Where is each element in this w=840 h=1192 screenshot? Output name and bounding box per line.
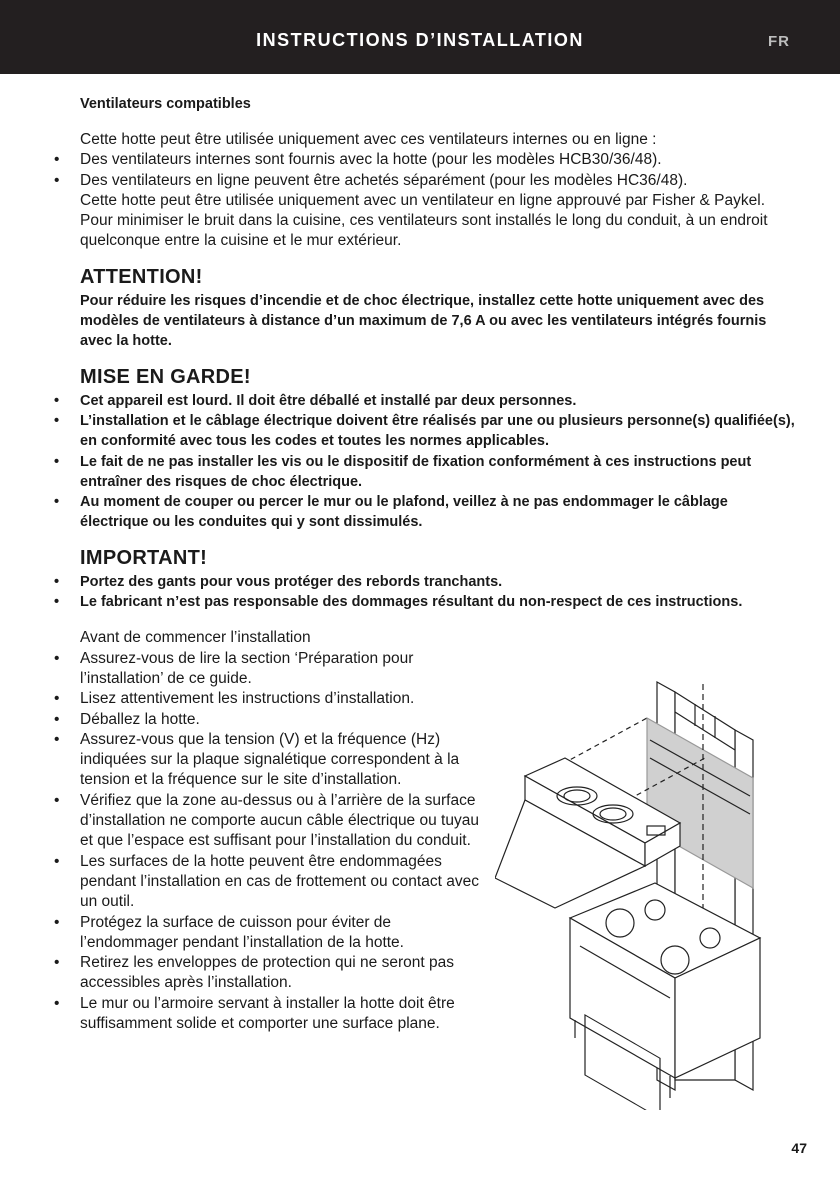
list-item: • Les surfaces de la hotte peuvent être endommagées pendant l’installation en cas de frottement ou contact avec un outil.	[54, 852, 479, 911]
before-install-section	[50, 628, 480, 1034]
fans-list	[50, 150, 800, 191]
fans-heading: Ventilateurs compatibles	[80, 96, 251, 112]
bullet-icon: •	[54, 994, 60, 1012]
important-title: IMPORTANT!	[80, 546, 208, 569]
bullet-icon: •	[54, 649, 60, 667]
list-item: • Le fabricant n’est pas responsable des dommages résultant du non-respect de ces instructions.	[50, 592, 800, 612]
list-item: • Déballez la hotte.	[50, 710, 480, 730]
language-label: FR	[768, 33, 790, 50]
bullet-icon: •	[54, 791, 60, 809]
attention-body: Pour réduire les risques d’incendie et de choc électrique, installez cette hotte uniquement avec des modèles de ventilateurs à distance d’un maximum de 7,6 A ou avec les ventilateurs intégrés fournis avec la hotte.	[80, 292, 767, 350]
bullet-icon: •	[54, 151, 60, 169]
list-item: • Au moment de couper ou percer le mur ou le plafond, veillez à ne pas endommager le câblage électrique ou les conduites qui y sont dissimulés.	[54, 494, 728, 531]
important-list	[50, 572, 800, 613]
bullet-icon: •	[54, 594, 60, 611]
bullet-icon: •	[54, 412, 60, 429]
hood-range-illustration	[495, 678, 785, 1110]
before-list	[50, 649, 480, 1035]
list-item: • L’installation et le câblage électrique doivent être réalisés par une ou plusieurs personne(s) qualifiée(s), en conformité avec tous les codes et toutes les normes applicables.	[54, 412, 795, 450]
list-item: • Protégez la surface de cuisson pour éviter de l’endommager pendant l’installation de la hotte.	[54, 913, 404, 951]
list-item: • Assurez-vous que la tension (V) et la fréquence (Hz) indiquées sur la plaque signalétique correspondent à la tension et la fréquence sur le site d’installation.	[54, 730, 460, 789]
fans-note-approved: Cette hotte peut être utilisée uniquement avec un ventilateur en ligne approuvé par Fisher & Paykel.	[80, 191, 765, 209]
list-item: • Des ventilateurs internes sont fournis avec la hotte (pour les modèles HCB30/36/48).	[50, 150, 800, 170]
bullet-icon: •	[54, 573, 60, 590]
garde-title: MISE EN GARDE!	[80, 365, 251, 388]
list-item: • Cet appareil est lourd. Il doit être déballé et installé par deux personnes.	[50, 391, 800, 411]
bullet-icon: •	[54, 852, 60, 870]
list-item: • Retirez les enveloppes de protection qui ne seront pas accessibles après l’installation.	[54, 954, 454, 992]
list-item: • Lisez attentivement les instructions d’installation.	[50, 689, 480, 709]
list-item: • Vérifiez que la zone au-dessus ou à l’arrière de la surface d’installation ne comporte aucun câble électrique ou tuyau et que l’espace est suffisant pour l’installation du conduit.	[54, 791, 479, 850]
page-header	[0, 0, 840, 74]
bullet-icon: •	[54, 171, 60, 189]
bullet-icon: •	[54, 730, 60, 748]
list-item: • Des ventilateurs en ligne peuvent être achetés séparément (pour les modèles HC36/48).	[50, 171, 800, 191]
page-number: 47	[791, 1140, 807, 1156]
bullet-icon: •	[54, 392, 60, 409]
page-title: INSTRUCTIONS D’INSTALLATION	[256, 30, 584, 50]
bullet-icon: •	[54, 494, 60, 511]
bullet-icon: •	[54, 710, 60, 728]
attention-title: ATTENTION!	[80, 265, 203, 288]
list-item: • Le mur ou l’armoire servant à installer la hotte doit être suffisamment solide et comporter une surface plane.	[54, 994, 455, 1032]
list-item: • Assurez-vous de lire la section ‘Préparation pour l’installation’ de ce guide.	[54, 649, 414, 687]
list-item: • Portez des gants pour vous protéger des rebords tranchants.	[50, 572, 800, 592]
bullet-icon: •	[54, 913, 60, 931]
fans-intro: Cette hotte peut être utilisée uniquement avec ces ventilateurs internes ou en ligne :	[80, 131, 657, 148]
before-heading: Avant de commencer l’installation	[80, 629, 311, 647]
bullet-icon: •	[54, 690, 60, 708]
list-item: • Le fait de ne pas installer les vis ou le dispositif de fixation conformément à ces instructions peut entraîner des risques de choc électrique.	[54, 453, 752, 490]
bullet-icon: •	[54, 954, 60, 972]
bullet-icon: •	[54, 453, 60, 470]
fans-note-noise: Pour minimiser le bruit dans la cuisine, ces ventilateurs sont installés le long du conduit, à un endroit quelconque entre la cuisine et le mur extérieur.	[80, 212, 768, 250]
garde-list	[50, 391, 800, 533]
